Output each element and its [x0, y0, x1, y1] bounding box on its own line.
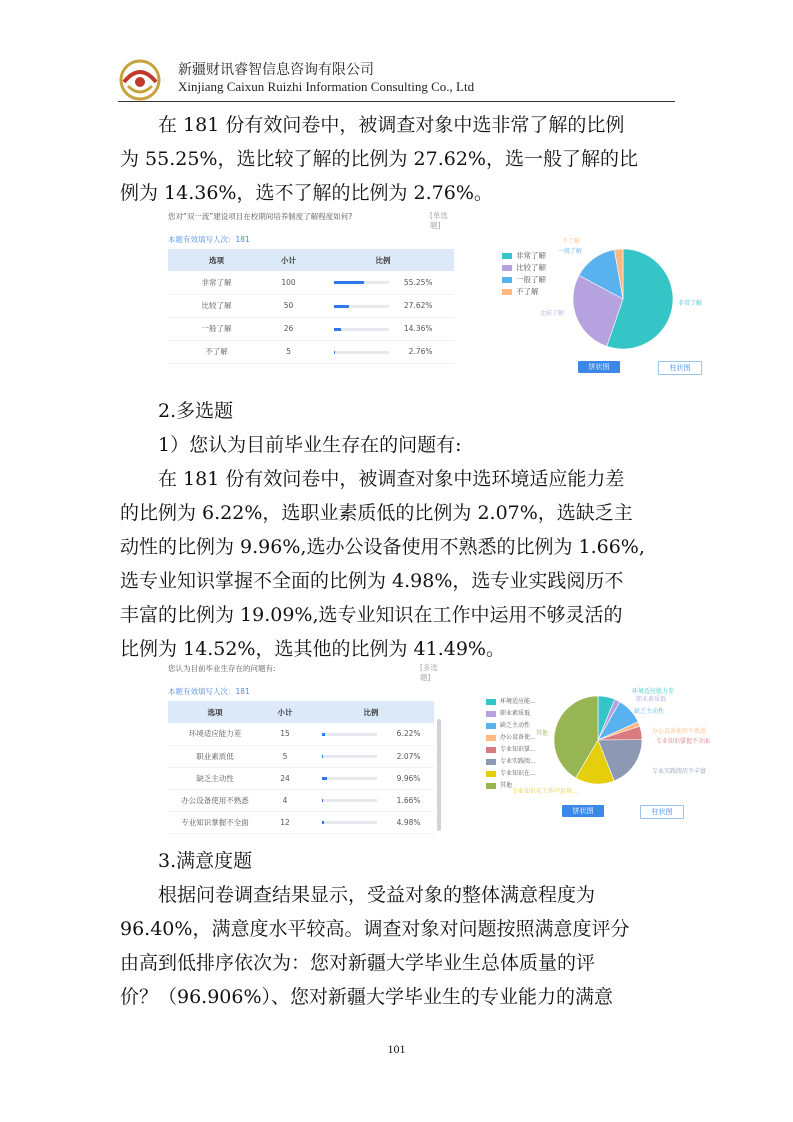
legend-item[interactable] — [502, 274, 546, 286]
survey-2-table — [168, 701, 434, 834]
row-count: 5 — [265, 340, 312, 363]
row-option: 比较了解 — [168, 294, 265, 317]
legend-swatch — [486, 771, 496, 777]
table-header-row — [168, 701, 434, 723]
survey-1-count: 本题有效填写人次：181 — [168, 235, 250, 244]
pie2-label: 其他 — [536, 730, 549, 737]
section-2-question: 1）您认为目前毕业生存在的问题有: — [158, 434, 462, 456]
survey-1-pie-chart — [568, 244, 678, 354]
ratio-percent: 4.98% — [396, 817, 421, 827]
ratio-bar-fill — [334, 328, 342, 331]
legend-item[interactable] — [502, 262, 546, 274]
table-row — [168, 294, 454, 317]
col-header-option: 选项 — [168, 249, 265, 271]
legend-item[interactable] — [502, 286, 546, 298]
survey-1-tag-line: [单选 — [430, 211, 448, 220]
pie2-label: 专业知识掌握不全面 — [656, 738, 711, 745]
para2-line: 比例为 14.52%，选其他的比例为 41.49%。 — [120, 638, 505, 660]
section-3-title: 3.满意度题 — [158, 850, 253, 872]
pie1-label: 比较了解 — [540, 310, 565, 317]
ratio-percent: 2.07% — [396, 751, 421, 761]
pie-chart-button[interactable]: 饼状图 — [578, 361, 620, 373]
legend-swatch — [502, 265, 512, 271]
survey-1-chart-panel — [498, 228, 718, 378]
ratio-percent: 6.22% — [396, 729, 421, 739]
legend-swatch — [486, 747, 496, 753]
survey-2-tag-line: [多选 — [420, 663, 438, 672]
section-2-title: 2.多选题 — [158, 400, 234, 422]
table-row — [168, 340, 454, 363]
para2-line: 丰富的比例为 19.09%,选专业知识在工作中运用不够灵活的 — [120, 604, 623, 626]
para1-line-tail: 例 — [605, 114, 625, 136]
row-ratio — [312, 271, 454, 294]
row-ratio — [312, 340, 454, 363]
row-option: 不了解 — [168, 340, 265, 363]
survey-2-legend — [486, 696, 536, 792]
pie1-label: 不了解 — [562, 238, 581, 245]
table-row — [168, 271, 454, 294]
para1-line: 在 181 份有效问卷中，被调查对象中选非常了解的比 — [158, 114, 606, 136]
legend-item[interactable] — [486, 756, 536, 768]
ratio-bar — [322, 821, 377, 824]
legend-swatch — [486, 735, 496, 741]
bar-chart-button[interactable]: 柱状图 — [658, 361, 702, 375]
ratio-bar — [322, 799, 377, 802]
ratio-bar-fill — [334, 281, 364, 284]
col-header-count: 小计 — [262, 701, 308, 723]
col-header-count: 小计 — [265, 249, 312, 271]
legend-item[interactable] — [486, 720, 536, 732]
pie1-label: 非常了解 — [678, 300, 703, 307]
survey-2-pie-chart — [552, 694, 644, 786]
ratio-percent: 55.25% — [403, 277, 433, 287]
legend-item[interactable] — [486, 768, 536, 780]
col-header-ratio: 比例 — [308, 701, 434, 723]
legend-label: 专业知识在... — [500, 770, 536, 777]
legend-swatch — [486, 783, 496, 789]
survey-2-count: 本题有效填写人次：181 — [168, 687, 250, 696]
row-ratio — [312, 317, 454, 340]
para2-line: 在 181 份有效问卷中，被调查对象中选环境适应能力差 — [158, 468, 625, 490]
pie2-label: 专业实践阅历不丰富 — [652, 768, 707, 775]
ratio-bar — [334, 351, 389, 354]
col-header-option: 选项 — [168, 701, 262, 723]
ratio-bar-fill — [334, 351, 336, 354]
header-company-en: Xinjiang Caixun Ruizhi Information Consulting Co., Ltd — [178, 79, 475, 94]
para3-line: 根据问卷调查结果显示，受益对象的整体满意程度为 — [158, 884, 596, 906]
row-ratio — [308, 767, 434, 789]
legend-swatch — [486, 699, 496, 705]
pie2-label: 职业素质低 — [636, 696, 667, 703]
table-scrollbar[interactable] — [437, 719, 441, 831]
legend-label: 一般了解 — [516, 275, 546, 284]
survey-1-table-panel — [168, 211, 458, 371]
legend-item[interactable] — [486, 744, 536, 756]
ratio-bar — [322, 733, 377, 736]
ratio-percent: 9.96% — [396, 773, 421, 783]
para2-line: 的比例为 6.22%，选职业素质低的比例为 2.07%，选缺乏主 — [120, 502, 633, 524]
ratio-bar-fill — [322, 821, 325, 824]
para1-line: 为 55.25%，选比较了解的比例为 27.62%，选一般了解的比 — [120, 148, 638, 170]
legend-label: 缺乏主动性 — [500, 722, 531, 729]
ratio-bar-fill — [322, 755, 323, 758]
row-option: 非常了解 — [168, 271, 265, 294]
pie2-label: 缺乏主动性 — [634, 708, 665, 715]
row-count: 100 — [265, 271, 312, 294]
legend-swatch — [486, 759, 496, 765]
table-row — [168, 767, 434, 789]
row-option: 办公设备使用不熟悉 — [168, 789, 262, 811]
legend-label: 办公设备使... — [500, 734, 536, 741]
table-row — [168, 789, 434, 811]
bar-chart-button[interactable]: 柱状图 — [640, 805, 684, 819]
para3-line: 价？（96.906%）、您对新疆大学毕业生的专业能力的满意 — [120, 986, 614, 1008]
para3-line: 由高到低排序依次为：您对新疆大学毕业生总体质量的评 — [120, 952, 596, 974]
para3-line: 96.40%，满意度水平较高。调查对象对问题按照满意度评分 — [120, 918, 630, 940]
legend-swatch — [486, 711, 496, 717]
row-count: 12 — [262, 811, 308, 833]
ratio-bar — [322, 755, 377, 758]
page-number: 101 — [387, 1042, 406, 1056]
row-option: 环境适应能力差 — [168, 723, 262, 745]
ratio-percent: 14.36% — [403, 324, 433, 333]
row-ratio — [308, 723, 434, 745]
row-option: 专业知识掌握不全面 — [168, 811, 262, 833]
table-row — [168, 811, 434, 833]
table-row — [168, 745, 434, 767]
survey-2-tag-line: 题] — [420, 673, 431, 682]
legend-label: 不了解 — [516, 287, 539, 296]
para2-line: 选专业知识掌握不全面的比例为 4.98%，选专业实践阅历不 — [120, 570, 624, 592]
survey-1-tag-line: 题] — [430, 221, 441, 230]
survey-1-tag — [430, 211, 448, 231]
ratio-bar-fill — [322, 733, 325, 736]
legend-item[interactable] — [486, 696, 536, 708]
legend-label: 职业素质低 — [500, 710, 531, 717]
table-header-row — [168, 249, 454, 271]
ratio-bar — [334, 328, 389, 331]
survey-1-table — [168, 249, 454, 364]
section-2 — [120, 394, 680, 666]
row-count: 4 — [262, 789, 308, 811]
pie2-label: 环境适应能力差 — [632, 688, 675, 695]
row-count: 15 — [262, 723, 308, 745]
ratio-percent: 1.66% — [396, 795, 421, 805]
row-count: 26 — [265, 317, 312, 340]
legend-item[interactable] — [502, 250, 546, 262]
para2-line: 动性的比例为 9.96%,选办公设备使用不熟悉的比例为 1.66%, — [120, 536, 645, 558]
ratio-bar — [334, 281, 389, 284]
legend-label: 环境适应能... — [500, 698, 536, 705]
table-row — [168, 723, 434, 745]
row-count: 50 — [265, 294, 312, 317]
legend-swatch — [502, 277, 512, 283]
row-count: 24 — [262, 767, 308, 789]
para1-line: 例为 14.36%，选不了解的比例为 2.76%。 — [120, 182, 493, 204]
row-count: 5 — [262, 745, 308, 767]
table-row — [168, 317, 454, 340]
ratio-percent: 27.62% — [403, 301, 433, 310]
legend-label: 专业知识掌... — [500, 746, 536, 753]
ratio-bar-fill — [334, 305, 349, 308]
survey-2-table-panel — [168, 663, 443, 835]
ratio-bar — [334, 305, 389, 308]
legend-label: 专业实践阅... — [500, 758, 536, 765]
header-company-cn: 新疆财讯睿智信息咨询有限公司 — [178, 62, 374, 78]
ratio-bar-fill — [322, 777, 327, 780]
survey-1-legend — [502, 250, 546, 298]
pie-chart-button[interactable]: 饼状图 — [562, 805, 604, 817]
section-3 — [120, 844, 680, 1014]
legend-swatch — [486, 723, 496, 729]
paragraph-1 — [120, 108, 680, 210]
legend-label: 比较了解 — [516, 263, 546, 272]
legend-swatch — [502, 253, 512, 259]
row-ratio — [312, 294, 454, 317]
legend-item[interactable] — [486, 732, 536, 744]
ratio-percent: 2.76% — [408, 347, 433, 356]
legend-item[interactable] — [486, 708, 536, 720]
survey-2-chart-panel — [484, 680, 724, 820]
row-option: 一般了解 — [168, 317, 265, 340]
survey-1-question: 您对“双一流”建设项目在校期间培养制度了解程度如何? — [168, 212, 353, 221]
row-ratio — [308, 745, 434, 767]
pie2-label: 专业知识在工作中运用... — [512, 788, 578, 795]
ratio-bar-fill — [322, 799, 323, 802]
pie1-label: 一般了解 — [558, 248, 583, 255]
legend-label: 非常了解 — [516, 251, 546, 260]
survey-2-tag — [420, 663, 438, 683]
row-option: 缺乏主动性 — [168, 767, 262, 789]
legend-label: 其他 — [500, 782, 513, 789]
legend-swatch — [502, 289, 512, 295]
row-ratio — [308, 811, 434, 833]
pie2-label: 办公设备使用不熟悉 — [652, 728, 707, 735]
ratio-bar — [322, 777, 377, 780]
company-logo — [118, 58, 162, 102]
row-ratio — [308, 789, 434, 811]
col-header-ratio: 比例 — [312, 249, 454, 271]
header-rule — [118, 101, 675, 102]
row-option: 职业素质低 — [168, 745, 262, 767]
survey-2-question: 您认为目前毕业生存在的问题有: — [168, 664, 276, 673]
